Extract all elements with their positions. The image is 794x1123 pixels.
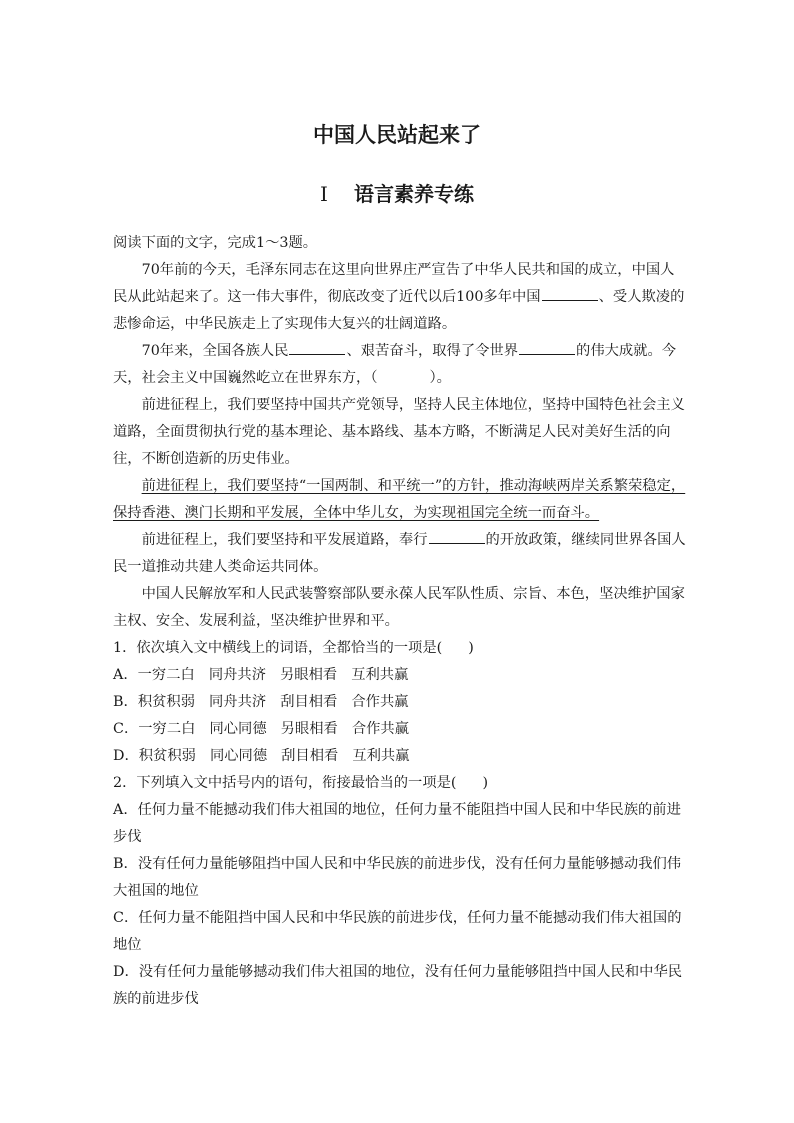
question-1-stem: 1．依次填入文中横线上的词语，全都恰当的一项是( ): [113, 640, 474, 656]
passage-paragraph-2: 70年来，全国各族人民 、艰苦奋斗，取得了令世界 的伟大成就。今天，社会主义中国巍然屹立在世界东方，（ ）。: [113, 338, 687, 392]
question-2-stem: 2．下列填入文中括号内的语句，衔接最恰当的一项是( ): [113, 775, 489, 791]
passage-paragraph-1: 70年前的今天，毛泽东同志在这里向世界庄严宣告了中华人民共和国的成立，中国人民从此站起来了。这一伟大事件，彻底改变了近代以后100多年中国 、受人欺凌的悲惨命运，中华民族走上了实现伟大复兴的壮阔道路。: [113, 262, 685, 332]
instructions: 阅读下面的文字，完成1～3题。: [113, 235, 318, 251]
question-1-option-c: C．一穷二白 同心同德 另眼相看 合作共赢: [113, 721, 409, 737]
section-heading: [0, 180, 794, 208]
question-2-option-b: B．没有任何力量能够阻挡中国人民和中华民族的前进步伐，没有任何力量能够撼动我们伟大祖国的地位: [113, 856, 682, 899]
question-2-option-a: A．任何力量不能撼动我们伟大祖国的地位，任何力量不能阻挡中国人民和中华民族的前进步伐: [113, 802, 681, 845]
section-numeral: Ⅰ: [320, 182, 328, 206]
section-label: 语言素养专练: [353, 182, 474, 206]
question-1-option-b: B．积贫积弱 同舟共济 刮目相看 合作共赢: [113, 694, 409, 710]
passage-paragraph-6: 中国人民解放军和人民武装警察部队要永葆人民军队性质、宗旨、本色，坚决维护国家主权、安全、发展利益，坚决维护世界和平。: [113, 586, 685, 629]
fill-blank-1: [542, 286, 598, 301]
fill-blank-4: [429, 529, 485, 544]
passage-paragraph-4: [113, 473, 687, 527]
fill-blank-2: [289, 340, 345, 355]
passage-paragraph-5: 前进征程上，我们要坚持和平发展道路，奉行 的开放政策，继续同世界各国人民一道推动共建人类命运共同体。: [113, 527, 687, 581]
question-1-option-a: A．一穷二白 同舟共济 另眼相看 互利共赢: [113, 667, 409, 683]
underlined-sentence: 前进征程上，我们要坚持“一国两制、和平统一”的方针，推动海峡两岸关系繁荣稳定，保持香港、澳门长期和平发展，全体中华儿女，为实现祖国完全统一而奋斗。: [113, 478, 686, 521]
question-2-option-c: C．任何力量不能阻挡中国人民和中华民族的前进步伐，任何力量不能撼动我们伟大祖国的地位: [113, 910, 682, 953]
fill-blank-3: [519, 340, 575, 355]
passage-paragraph-3: 前进征程上，我们要坚持中国共产党领导，坚持人民主体地位，坚持中国特色社会主义道路，全面贯彻执行党的基本理论、基本路线、基本方略，不断满足人民对美好生活的向往，不断创造新的历史伟业。: [113, 397, 685, 467]
page-title: 中国人民站起来了: [313, 122, 481, 147]
document-body: [113, 230, 687, 1013]
question-1-option-d: D．积贫积弱 同心同德 刮目相看 互利共赢: [113, 748, 410, 764]
question-2-option-d: D．没有任何力量能够撼动我们伟大祖国的地位，没有任何力量能够阻挡中国人民和中华民族的前进步伐: [113, 964, 683, 1007]
